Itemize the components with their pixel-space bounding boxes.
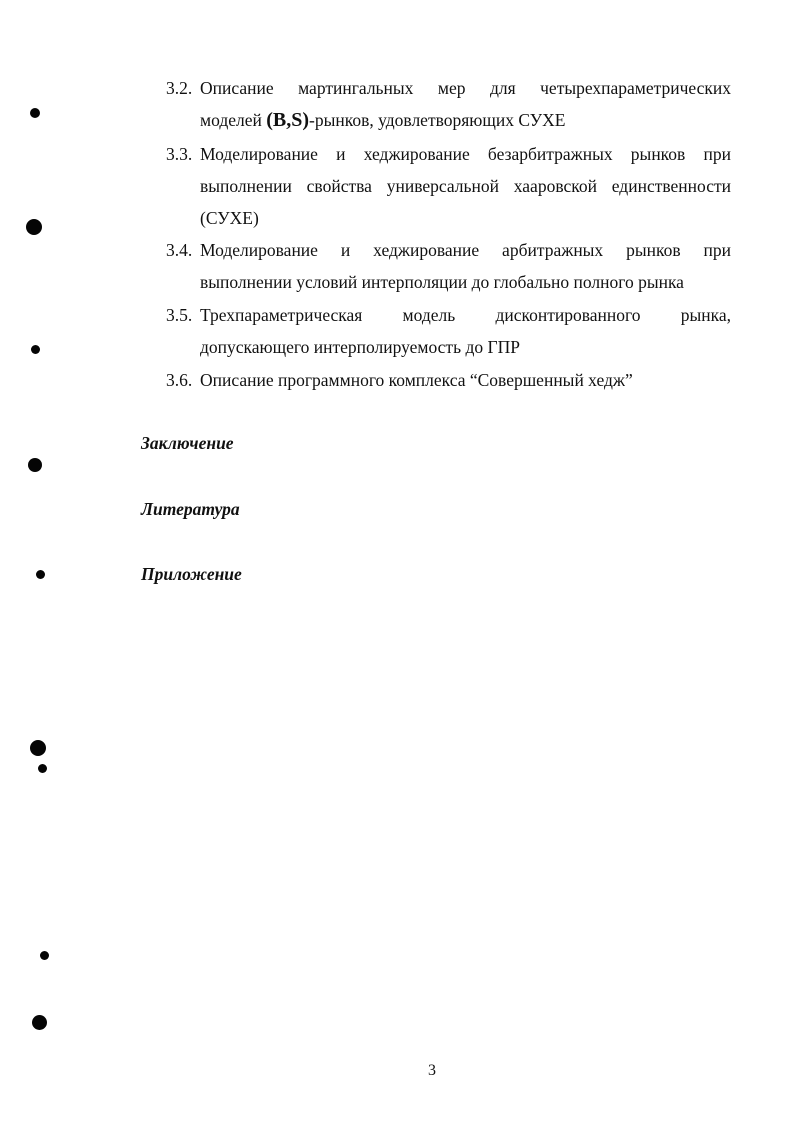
page-number: 3 bbox=[428, 1062, 436, 1079]
toc-item-line: выполнении условий интерполяции до глобально полного рынка bbox=[200, 272, 684, 292]
section-literature[interactable]: Литература bbox=[141, 499, 240, 519]
toc-item-line: Моделирование и хеджирование арбитражных рынков при bbox=[200, 240, 731, 260]
math-expression: (B,S) bbox=[266, 109, 310, 131]
toc-item-line: выполнении свойства универсальной хааровской единственности bbox=[200, 176, 731, 196]
section-conclusion[interactable]: Заключение bbox=[141, 433, 234, 453]
toc-item-text: -рынков, удовлетворяющих СУХЕ bbox=[309, 110, 566, 130]
toc-item-number: 3.4. bbox=[166, 240, 193, 260]
toc-item-line: Трехпараметрическая модель дисконтированного рынка, bbox=[200, 305, 731, 325]
toc-item-line: Описание программного комплекса “Совершенный хедж” bbox=[200, 370, 633, 390]
toc-item-line bbox=[200, 104, 731, 136]
toc-item-number: 3.3. bbox=[166, 144, 193, 164]
toc-item-number: 3.5. bbox=[166, 305, 193, 325]
toc-item-number: 3.6. bbox=[166, 370, 193, 390]
section-appendix[interactable]: Приложение bbox=[141, 564, 242, 584]
toc-item-number: 3.2. bbox=[166, 78, 193, 98]
toc-item-text: моделей bbox=[200, 110, 267, 130]
toc-item-line: допускающего интерполируемость до ГПР bbox=[200, 337, 520, 357]
toc-item-line: (СУХЕ) bbox=[200, 208, 259, 228]
toc-item-line: Описание мартингальных мер для четырехпараметрических bbox=[200, 78, 731, 98]
toc-item-line: Моделирование и хеджирование безарбитражных рынков при bbox=[200, 144, 731, 164]
